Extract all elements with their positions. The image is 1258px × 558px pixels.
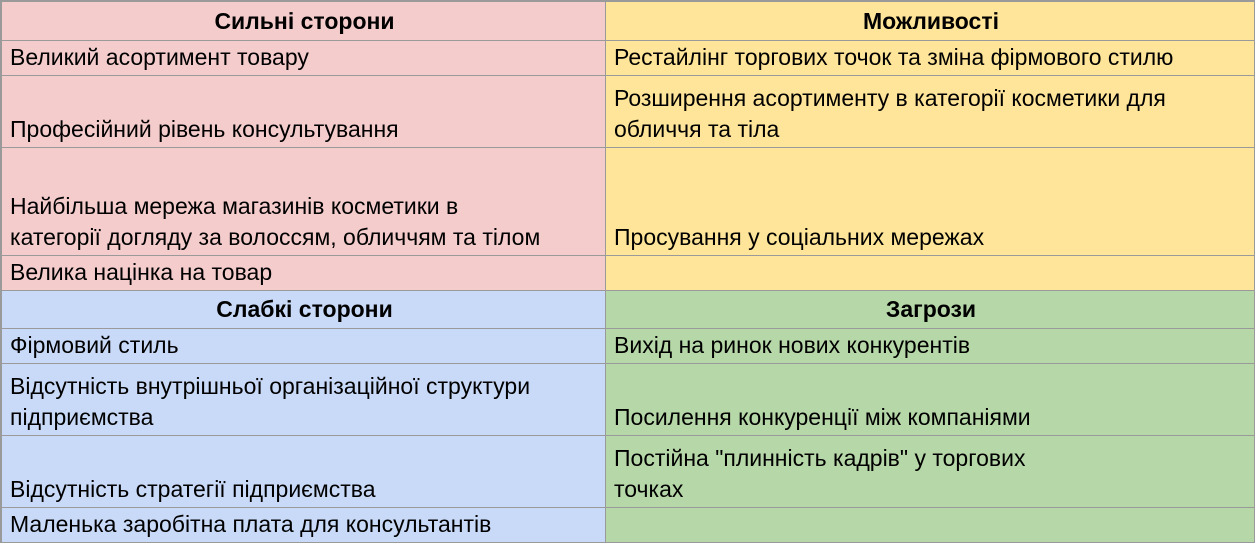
threat-cell xyxy=(606,364,1255,436)
weakness-item: Відсутність внутрішньої організаційної структури підприємства xyxy=(10,373,531,430)
opportunity-cell xyxy=(606,148,1255,256)
threat-cell xyxy=(606,436,1255,508)
weakness-cell xyxy=(2,436,606,508)
weakness-cell xyxy=(2,364,606,436)
threat-item: Вихід на ринок нових конкурентів xyxy=(614,332,971,358)
weaknesses-header xyxy=(2,291,606,329)
strength-item: Найбільша мережа магазинів косметики в категорії догляду за волоссям, обличчям та тілом xyxy=(10,193,541,250)
weaknesses-title: Слабкі сторони xyxy=(216,296,393,322)
threat-item: Посилення конкуренції між компаніями xyxy=(614,404,1031,430)
opportunity-cell xyxy=(606,256,1255,291)
strengths-title: Сильні сторони xyxy=(214,7,395,34)
strengths-header xyxy=(2,2,606,41)
strength-cell xyxy=(2,256,606,291)
strength-item: Професійний рівень консультування xyxy=(10,116,399,142)
weakness-item: Фірмовий стиль xyxy=(10,332,179,358)
opportunity-item: Просування у соціальних мережах xyxy=(614,224,985,250)
threats-header xyxy=(606,291,1255,329)
strength-cell xyxy=(2,41,606,76)
opportunity-item: Рестайлінг торгових точок та зміна фірмового стилю xyxy=(614,44,1174,70)
strength-item: Великий асортимент товару xyxy=(10,44,309,70)
opportunities-header xyxy=(606,2,1255,41)
weakness-item: Відсутність стратегії підприємства xyxy=(10,476,376,502)
weakness-cell xyxy=(2,508,606,543)
opportunities-title: Можливості xyxy=(863,7,999,34)
opportunity-item: Розширення асортименту в категорії косметики для обличчя та тіла xyxy=(614,85,1166,142)
opportunity-cell xyxy=(606,41,1255,76)
weakness-cell xyxy=(2,329,606,364)
threat-item: Постійна "плинність кадрів" у торгових точках xyxy=(614,445,1026,502)
strength-item: Велика націнка на товар xyxy=(10,259,273,285)
threat-cell xyxy=(606,329,1255,364)
opportunity-cell xyxy=(606,76,1255,148)
weakness-item: Маленька заробітна плата для консультантів xyxy=(10,511,492,537)
strength-cell xyxy=(2,148,606,256)
threats-title: Загрози xyxy=(885,296,977,322)
strength-cell xyxy=(2,76,606,148)
threat-cell xyxy=(606,508,1255,543)
